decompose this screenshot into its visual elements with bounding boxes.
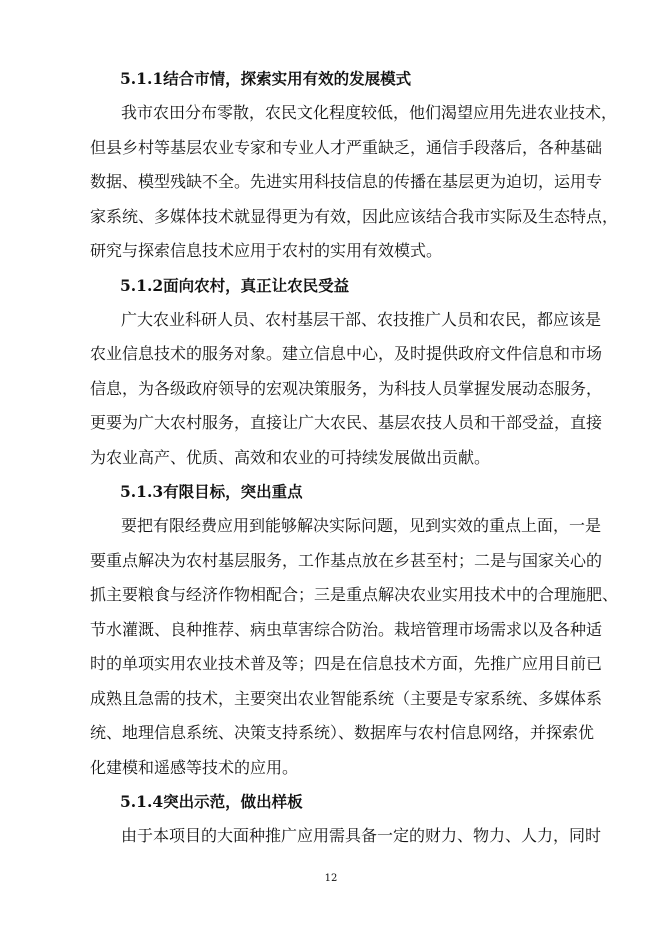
paragraph-line: 数据、模型残缺不全。先进实用科技信息的传播在基层更为迫切，运用专 [90,172,603,191]
page-content [90,62,619,854]
paragraph-line: 时的单项实用农业技术普及等；四是在信息技术方面，先推广应用目前已 [90,654,603,673]
section-heading-5-1-1: 5.1.1结合市情，探索实用有效的发展模式 [120,69,412,88]
paragraph-line: 但县乡村等基层农业专家和专业人才严重缺乏，通信手段落后，各种基础 [90,137,603,157]
paragraph-line: 我市农田分布零散，农民文化程度较低，他们渴望应用先进农业技术， [121,103,618,122]
section-paragraph-5-1-1 [90,96,619,269]
paragraph-line: 要把有限经费应用到能够解决实际问题，见到实效的重点上面，一是 [121,516,602,535]
paragraph-line: 由于本项目的大面种推广应用需具备一定的财力、物力、人力，同时 [121,826,602,845]
paragraph-line: 更要为广大农村服务，直接让广大农民、基层农技人员和干部受益，直接 [90,413,603,432]
paragraph-line: 研究与探索信息技术应用于农村的实用有效模式。 [90,241,443,260]
section-heading-5-1-2: 5.1.2面向农村，真正让农民受益 [120,275,350,295]
paragraph-line: 化建模和遥感等技术的应用。 [90,757,299,777]
paragraph-line: 为农业高产、优质、高效和农业的可持续发展做出贡献。 [90,447,491,467]
paragraph-line: 信息，为各级政府领导的宏观决策服务，为科技人员掌握发展动态服务， [90,378,603,398]
section-paragraph-5-1-2 [90,303,603,476]
section-heading-5-1-4: 5.1.4突出示范，做出样板 [120,792,303,811]
paragraph-line: 抓主要粮食与经济作物相配合；三是重点解决农业实用技术中的合理施肥、 [90,585,619,604]
paragraph-line: 节水灌溉、良种推荐、病虫草害综合防治。栽培管理市场需求以及各种适 [90,619,603,639]
paragraph-line: 广大农业科研人员、农村基层干部、农技推广人员和农民，都应该是 [121,309,602,329]
section-paragraph-5-1-4 [90,819,602,854]
page-number: 12 [324,873,338,884]
section-heading-5-1-3: 5.1.3有限目标，突出重点 [120,482,303,501]
paragraph-line: 家系统、多媒体技术就显得更为有效，因此应该结合我市实际及生态特点， [90,206,619,226]
paragraph-line: 成熟且急需的技术，主要突出农业智能系统（主要是专家系统、多媒体系 [90,688,603,708]
paragraph-line: 要重点解决为农村基层服务，工作基点放在乡甚至村；二是与国家关心的 [90,550,603,570]
paragraph-line: 统、地理信息系统、决策支持系统）、数据库与农村信息网络，并探索优 [90,723,595,742]
paragraph-line: 农业信息技术的服务对象。建立信息中心，及时提供政府文件信息和市场 [90,344,603,363]
section-paragraph-5-1-3 [90,509,619,785]
